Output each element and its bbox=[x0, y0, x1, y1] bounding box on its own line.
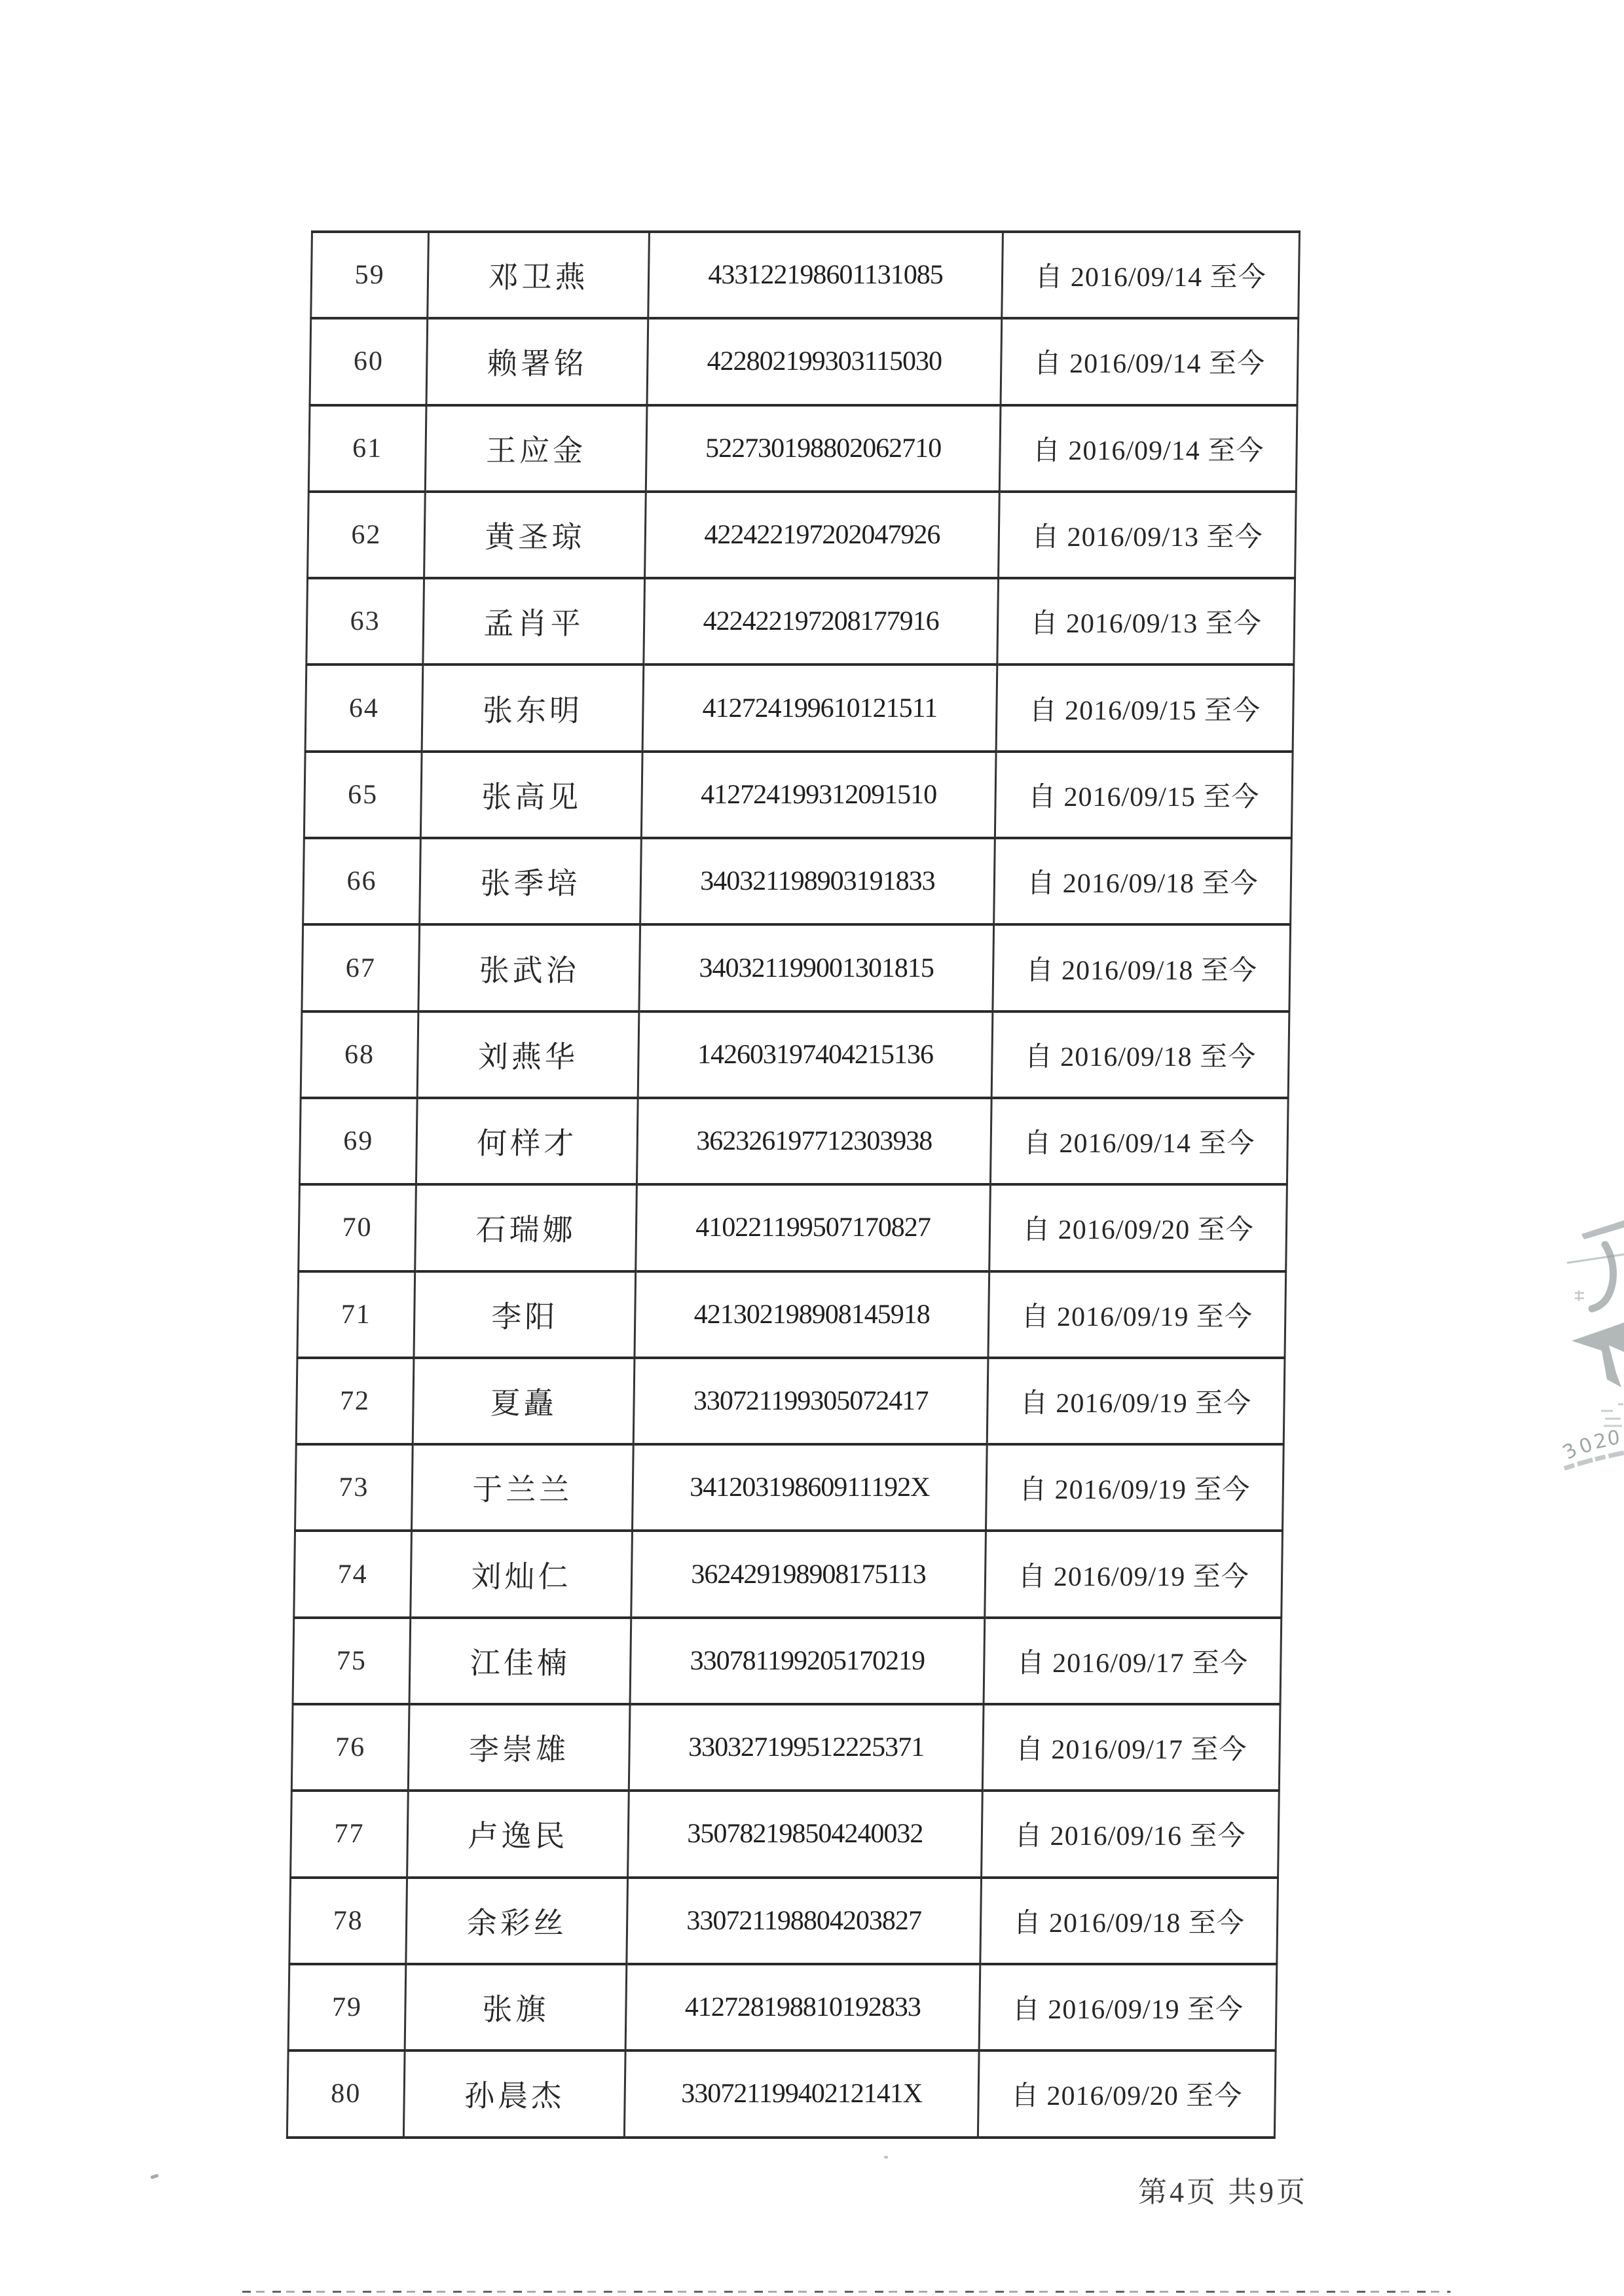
svg-text:3: 3 bbox=[1559, 1438, 1581, 1465]
cell-name: 邓卫燕 bbox=[428, 232, 650, 318]
cell-period: 自 2016/09/17 至今 bbox=[982, 1704, 1280, 1791]
cell-name: 夏矗 bbox=[413, 1358, 635, 1444]
cell-no: 70 bbox=[299, 1184, 416, 1271]
cell-no: 72 bbox=[296, 1358, 414, 1444]
cell-period: 自 2016/09/17 至今 bbox=[984, 1618, 1282, 1704]
table-row bbox=[293, 1618, 1282, 1704]
cell-id_number: 362429198908175113 bbox=[631, 1531, 986, 1617]
table-row bbox=[296, 1358, 1285, 1444]
table-row bbox=[311, 232, 1300, 318]
cell-no: 64 bbox=[305, 665, 423, 751]
table-row bbox=[299, 1098, 1288, 1184]
cell-period: 自 2016/09/14 至今 bbox=[1002, 232, 1300, 318]
roster-table bbox=[286, 230, 1301, 2139]
svg-text:0: 0 bbox=[1606, 1426, 1621, 1451]
cell-name: 石瑞娜 bbox=[415, 1184, 637, 1271]
cell-name: 张武治 bbox=[418, 924, 640, 1011]
page-footer: 第4页 共9页 bbox=[1138, 2176, 1308, 2208]
cell-no: 66 bbox=[303, 838, 421, 924]
cell-no: 62 bbox=[308, 492, 426, 578]
table-row bbox=[306, 578, 1295, 665]
table-row bbox=[287, 2050, 1276, 2137]
cell-period: 自 2016/09/19 至今 bbox=[979, 1964, 1277, 2050]
cell-id_number: 350782198504240032 bbox=[628, 1791, 983, 1877]
scan-speck bbox=[151, 2174, 159, 2179]
cell-no: 71 bbox=[297, 1271, 415, 1358]
table-row bbox=[305, 665, 1294, 751]
cell-name: 孙晨杰 bbox=[403, 2050, 625, 2137]
cell-no: 77 bbox=[291, 1791, 409, 1877]
cell-no: 63 bbox=[306, 578, 424, 665]
cell-period: 自 2016/09/14 至今 bbox=[990, 1098, 1288, 1184]
table-row bbox=[299, 1184, 1287, 1271]
cell-no: 60 bbox=[310, 318, 428, 405]
cell-period: 自 2016/09/18 至今 bbox=[993, 924, 1291, 1011]
cell-no: 76 bbox=[291, 1704, 409, 1791]
cell-no: 65 bbox=[304, 752, 422, 838]
cell-id_number: 33072119940212141X bbox=[624, 2050, 979, 2137]
cell-name: 刘灿仁 bbox=[411, 1531, 633, 1617]
table-row bbox=[291, 1791, 1280, 1877]
table-row bbox=[291, 1704, 1280, 1791]
cell-period: 自 2016/09/16 至今 bbox=[982, 1791, 1280, 1877]
cell-no: 74 bbox=[294, 1531, 412, 1617]
cell-no: 78 bbox=[289, 1878, 407, 1964]
cell-id_number: 330327199512225371 bbox=[629, 1704, 984, 1791]
seal-character-fragment bbox=[1592, 1245, 1613, 1309]
cell-name: 李阳 bbox=[414, 1271, 636, 1358]
cell-name: 黄圣琼 bbox=[424, 492, 646, 578]
svg-text:2: 2 bbox=[1591, 1429, 1609, 1454]
cell-name: 张季培 bbox=[420, 838, 642, 924]
cell-name: 卢逸民 bbox=[407, 1791, 629, 1877]
cell-period: 自 2016/09/19 至今 bbox=[987, 1358, 1285, 1444]
cell-id_number: 421302198908145918 bbox=[635, 1271, 989, 1358]
cell-no: 80 bbox=[287, 2050, 405, 2137]
cell-period: 自 2016/09/19 至今 bbox=[988, 1271, 1286, 1358]
cell-period: 自 2016/09/13 至今 bbox=[997, 578, 1295, 665]
scan-artifact-line bbox=[242, 2291, 1450, 2293]
table-row bbox=[288, 1964, 1277, 2050]
cell-id_number: 362326197712303938 bbox=[637, 1098, 991, 1184]
table-row bbox=[295, 1444, 1283, 1531]
cell-period: 自 2016/09/15 至今 bbox=[996, 665, 1294, 751]
table-row bbox=[301, 1011, 1289, 1098]
cell-period: 自 2016/09/18 至今 bbox=[991, 1011, 1289, 1098]
cell-id_number: 340321198903191833 bbox=[640, 838, 995, 924]
cell-period: 自 2016/09/19 至今 bbox=[985, 1531, 1283, 1617]
cell-id_number: 330721198804203827 bbox=[627, 1878, 982, 1964]
table-row bbox=[308, 492, 1297, 578]
cell-name: 李崇雄 bbox=[408, 1704, 630, 1791]
cell-name: 余彩丝 bbox=[406, 1878, 628, 1964]
cell-no: 73 bbox=[295, 1444, 413, 1531]
cell-no: 67 bbox=[302, 924, 420, 1011]
cell-id_number: 433122198601131085 bbox=[648, 232, 1003, 318]
cell-name: 孟肖平 bbox=[423, 578, 645, 665]
cell-no: 61 bbox=[308, 405, 426, 492]
cell-id_number: 34120319860911192X bbox=[632, 1444, 987, 1531]
cell-period: 自 2016/09/18 至今 bbox=[994, 838, 1292, 924]
cell-name: 张旗 bbox=[405, 1964, 627, 2050]
cell-id_number: 522730198802062710 bbox=[646, 405, 1001, 492]
table-row bbox=[302, 924, 1291, 1011]
cell-period: 自 2016/09/20 至今 bbox=[989, 1184, 1287, 1271]
scan-speck bbox=[884, 2156, 888, 2159]
cell-name: 王应金 bbox=[425, 405, 647, 492]
cell-no: 79 bbox=[288, 1964, 406, 2050]
cell-no: 69 bbox=[299, 1098, 417, 1184]
cell-name: 张高见 bbox=[420, 752, 642, 838]
cell-period: 自 2016/09/15 至今 bbox=[995, 752, 1293, 838]
cell-id_number: 412724199312091510 bbox=[641, 752, 996, 838]
cell-period: 自 2016/09/13 至今 bbox=[999, 492, 1297, 578]
cell-no: 59 bbox=[311, 232, 429, 318]
seal-star bbox=[1572, 1322, 1624, 1387]
seal-top-stroke bbox=[1581, 1220, 1624, 1239]
partial-seal-stamp bbox=[1555, 1214, 1624, 1476]
svg-text:0: 0 bbox=[1576, 1433, 1596, 1459]
cell-name: 赖署铭 bbox=[426, 318, 648, 405]
cell-name: 何样才 bbox=[416, 1098, 638, 1184]
cell-id_number: 330721199305072417 bbox=[633, 1358, 988, 1444]
table-row bbox=[308, 405, 1297, 492]
cell-id_number: 412728198810192833 bbox=[625, 1964, 980, 2050]
seal-dash-marks bbox=[1601, 1404, 1623, 1426]
table-row bbox=[297, 1271, 1286, 1358]
cell-id_number: 340321199001301815 bbox=[639, 924, 994, 1011]
seal-small-mark bbox=[1575, 1290, 1584, 1301]
cell-id_number: 410221199507170827 bbox=[636, 1184, 991, 1271]
cell-period: 自 2016/09/19 至今 bbox=[986, 1444, 1283, 1531]
cell-id_number: 422422197208177916 bbox=[644, 578, 999, 665]
cell-name: 江佳楠 bbox=[409, 1618, 631, 1704]
table-row bbox=[289, 1878, 1278, 1964]
cell-name: 张东明 bbox=[422, 665, 644, 751]
cell-period: 自 2016/09/14 至今 bbox=[999, 405, 1297, 492]
cell-name: 于兰兰 bbox=[411, 1444, 633, 1531]
cell-name: 刘燕华 bbox=[417, 1011, 639, 1098]
cell-id_number: 142603197404215136 bbox=[638, 1011, 993, 1098]
cell-id_number: 412724199610121511 bbox=[642, 665, 997, 751]
table-row bbox=[304, 752, 1293, 838]
cell-id_number: 330781199205170219 bbox=[630, 1618, 985, 1704]
cell-id_number: 422422197202047926 bbox=[645, 492, 1000, 578]
cell-id_number: 422802199303115030 bbox=[647, 318, 1002, 405]
cell-period: 自 2016/09/14 至今 bbox=[1001, 318, 1299, 405]
cell-no: 68 bbox=[301, 1011, 418, 1098]
table-row bbox=[303, 838, 1292, 924]
table-row bbox=[310, 318, 1299, 405]
cell-period: 自 2016/09/18 至今 bbox=[980, 1878, 1278, 1964]
cell-no: 75 bbox=[293, 1618, 411, 1704]
cell-period: 自 2016/09/20 至今 bbox=[978, 2050, 1276, 2137]
table-row bbox=[294, 1531, 1283, 1617]
table-body bbox=[287, 232, 1299, 2138]
